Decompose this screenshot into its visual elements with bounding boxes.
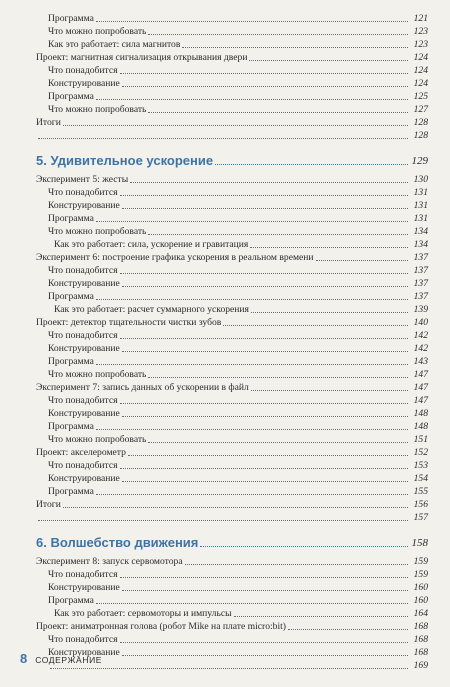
toc-entry-page: 125 [413, 91, 428, 102]
dot-leader [120, 338, 409, 339]
dot-leader [122, 590, 408, 591]
toc-entry [36, 433, 428, 446]
toc-entry [36, 594, 428, 607]
toc-entry-page: 147 [413, 369, 428, 380]
toc-entry-title: Что можно попробовать [48, 226, 147, 237]
toc-entry [36, 277, 428, 290]
dot-leader [316, 260, 408, 261]
toc-entry [36, 225, 428, 238]
dot-leader [249, 60, 408, 61]
toc-entry [36, 355, 428, 368]
toc-entry-page: 127 [413, 104, 428, 115]
toc-entry [36, 555, 428, 568]
toc-entry [36, 64, 428, 77]
dot-leader [122, 286, 408, 287]
toc-entry-title: Что понадобится [48, 265, 118, 276]
toc-entry-page: 131 [413, 213, 428, 224]
page-footer [20, 651, 102, 666]
toc-entry-page: 158 [411, 537, 428, 549]
toc-entry-title: Итоги [36, 117, 61, 128]
toc-entry-title: Как это работает: сервомоторы и импульсы [54, 608, 232, 619]
dot-leader [130, 182, 408, 183]
toc-entry-title: Программа [48, 595, 94, 606]
toc-entry-page: 137 [413, 265, 428, 276]
dot-leader [120, 273, 409, 274]
toc-entry [36, 173, 428, 186]
toc-entry-title: Конструирование [48, 473, 120, 484]
toc-entry [36, 25, 428, 38]
toc-entry [36, 12, 428, 25]
toc-entry [36, 607, 428, 620]
toc-entry-page: 130 [413, 174, 428, 185]
toc-entry [36, 303, 428, 316]
toc-entry-title: Как это работает: сила магнитов [48, 39, 181, 50]
dot-leader [96, 99, 408, 100]
toc-entry [36, 368, 428, 381]
toc-entry-title: Что понадобится [48, 395, 118, 406]
toc-entry-page: 137 [413, 278, 428, 289]
toc-entry [36, 381, 428, 394]
toc-entry-page: 155 [413, 486, 428, 497]
toc-entry-title: Программа [48, 421, 94, 432]
table-of-contents [36, 12, 428, 672]
toc-entry-page: 168 [413, 621, 428, 632]
toc-entry [36, 394, 428, 407]
toc-entry-title: Что можно попробовать [48, 26, 147, 37]
toc-entry-title: Программа [48, 91, 94, 102]
dot-leader [128, 455, 408, 456]
toc-entry-page: 147 [413, 382, 428, 393]
toc-entry-title: Программа [48, 13, 94, 24]
toc-entry-title: Что понадобится [48, 569, 118, 580]
toc-entry [36, 342, 428, 355]
toc-entry-title: 5. Удивительное ускорение [36, 153, 214, 168]
toc-entry [36, 620, 428, 633]
page-number: 8 [20, 651, 28, 666]
toc-entry-page: 164 [413, 608, 428, 619]
toc-entry-title: Конструирование [48, 200, 120, 211]
toc-entry-page: 159 [413, 569, 428, 580]
toc-entry-title: Что можно попробовать [48, 104, 147, 115]
dot-leader [96, 603, 408, 604]
toc-entry-page: 134 [413, 239, 428, 250]
dot-leader [234, 616, 408, 617]
toc-entry-title: Программа [48, 213, 94, 224]
toc-entry-title: Эксперимент 8: запуск сервомотора [36, 556, 183, 567]
toc-entry [36, 633, 428, 646]
toc-entry-title: Эксперимент 5: жесты [36, 174, 129, 185]
toc-entry [36, 446, 428, 459]
dot-leader [122, 481, 408, 482]
toc-entry [36, 316, 428, 329]
dot-leader [148, 234, 408, 235]
toc-entry-page: 168 [413, 634, 428, 645]
toc-entry-page: 137 [413, 291, 428, 302]
toc-entry-page: 160 [413, 595, 428, 606]
dot-leader [63, 507, 408, 508]
dot-leader [185, 564, 408, 565]
toc-entry [36, 264, 428, 277]
toc-entry [36, 116, 428, 129]
dot-leader [96, 221, 408, 222]
dot-leader [148, 34, 408, 35]
dot-leader [120, 577, 409, 578]
toc-entry-title: Конструирование [48, 78, 120, 89]
toc-entry-title: Что понадобится [48, 187, 118, 198]
toc-entry-page: 148 [413, 421, 428, 432]
toc-entry [36, 420, 428, 433]
dot-leader [250, 247, 408, 248]
toc-entry-title: Проект: акселерометр [36, 447, 126, 458]
toc-entry-page: 124 [413, 78, 428, 89]
dot-leader [120, 195, 409, 196]
toc-entry-title: Что понадобится [48, 65, 118, 76]
toc-entry-title: Программа [48, 356, 94, 367]
toc-entry [36, 251, 428, 264]
toc-entry-page: 128 [413, 117, 428, 128]
toc-entry-page: 159 [413, 556, 428, 567]
toc-entry-title: Эксперимент 7: запись данных об ускорении в файл [36, 382, 249, 393]
toc-entry-page: 168 [413, 647, 428, 658]
toc-entry-page: 169 [413, 660, 428, 671]
toc-entry [36, 511, 428, 524]
dot-leader [120, 403, 409, 404]
toc-entry-title: Проект: магнитная сигнализация открывания двери [36, 52, 248, 63]
dot-leader [120, 468, 409, 469]
toc-entry-title: Что можно попробовать [48, 369, 147, 380]
dot-leader [223, 325, 408, 326]
toc-entry-title: Что можно попробовать [48, 434, 147, 445]
dot-leader [122, 655, 408, 656]
toc-entry-page: 147 [413, 395, 428, 406]
toc-entry-page: 157 [413, 512, 428, 523]
toc-entry [36, 472, 428, 485]
toc-entry [36, 581, 428, 594]
dot-leader [96, 299, 408, 300]
toc-entry-title: Программа [48, 486, 94, 497]
toc-entry [36, 290, 428, 303]
toc-entry-page: 131 [413, 200, 428, 211]
dot-leader [288, 629, 408, 630]
dot-leader [96, 364, 408, 365]
dot-leader [120, 642, 409, 643]
dot-leader [148, 112, 408, 113]
toc-entry-title: Проект: детектор тщательности чистки зубов [36, 317, 222, 328]
toc-entry [36, 212, 428, 225]
dot-leader [122, 86, 408, 87]
toc-entry-page: 143 [413, 356, 428, 367]
toc-entry [36, 51, 428, 64]
toc-entry [36, 238, 428, 251]
toc-chapter-heading [36, 150, 428, 170]
dot-leader [148, 377, 408, 378]
toc-entry [36, 485, 428, 498]
toc-entry-title: Как это работает: расчет суммарного ускорения [54, 304, 249, 315]
toc-entry-page: 154 [413, 473, 428, 484]
toc-entry-title: Что понадобится [48, 634, 118, 645]
toc-entry [36, 498, 428, 511]
toc-entry-title: Конструирование [48, 647, 120, 658]
toc-entry [36, 38, 428, 51]
dot-leader [120, 73, 409, 74]
running-title: СОДЕРЖАНИЕ [35, 655, 103, 665]
dot-leader [182, 47, 408, 48]
toc-entry-page: 137 [413, 252, 428, 263]
dot-leader [122, 351, 408, 352]
dot-leader [96, 494, 408, 495]
toc-entry-page: 142 [413, 343, 428, 354]
toc-entry [36, 77, 428, 90]
toc-entry-page: 139 [413, 304, 428, 315]
toc-entry [36, 90, 428, 103]
dot-leader [251, 312, 408, 313]
toc-entry-title: 6. Волшебство движения [36, 535, 199, 550]
toc-entry-page: 152 [413, 447, 428, 458]
dot-leader [63, 125, 408, 126]
dot-leader [200, 546, 408, 547]
toc-entry-title: Итоги [36, 499, 61, 510]
toc-entry-title: Как это работает: сила, ускорение и гравитация [54, 239, 249, 250]
toc-entry-page: 156 [413, 499, 428, 510]
toc-entry-page: 153 [413, 460, 428, 471]
toc-entry-title: Конструирование [48, 278, 120, 289]
toc-entry-title: Программа [48, 291, 94, 302]
toc-entry-title: Конструирование [48, 408, 120, 419]
toc-entry [36, 568, 428, 581]
toc-entry [36, 199, 428, 212]
toc-entry-page: 131 [413, 187, 428, 198]
dot-leader [122, 416, 408, 417]
toc-entry [36, 329, 428, 342]
toc-entry [36, 129, 428, 142]
dot-leader [50, 668, 408, 669]
toc-entry-title: Что понадобится [48, 330, 118, 341]
dot-leader [38, 520, 408, 521]
dot-leader [122, 208, 408, 209]
dot-leader [96, 21, 408, 22]
toc-entry-page: 124 [413, 52, 428, 63]
dot-leader [38, 138, 408, 139]
toc-entry [36, 407, 428, 420]
dot-leader [215, 164, 408, 165]
toc-entry-page: 148 [413, 408, 428, 419]
toc-entry-title: Конструирование [48, 343, 120, 354]
toc-entry-page: 124 [413, 65, 428, 76]
toc-entry-page: 160 [413, 582, 428, 593]
toc-entry [36, 186, 428, 199]
dot-leader [148, 442, 408, 443]
toc-entry-page: 142 [413, 330, 428, 341]
dot-leader [96, 429, 408, 430]
dot-leader [251, 390, 408, 391]
toc-entry [36, 103, 428, 116]
toc-entry-page: 123 [413, 39, 428, 50]
toc-entry-page: 134 [413, 226, 428, 237]
toc-entry-page: 151 [413, 434, 428, 445]
toc-chapter-heading [36, 532, 428, 552]
toc-entry-title: Конструирование [48, 582, 120, 593]
toc-entry-title: Проект: аниматронная голова (робот Mike на плате micro:bit) [36, 621, 286, 632]
toc-entry-page: 129 [411, 155, 428, 167]
toc-entry-page: 121 [413, 13, 428, 24]
toc-entry-title: Что понадобится [48, 460, 118, 471]
toc-entry [36, 459, 428, 472]
toc-entry-title: Эксперимент 6: построение графика ускорения в реальном времени [36, 252, 314, 263]
toc-entry-page: 128 [413, 130, 428, 141]
toc-entry-page: 123 [413, 26, 428, 37]
toc-entry-page: 140 [413, 317, 428, 328]
